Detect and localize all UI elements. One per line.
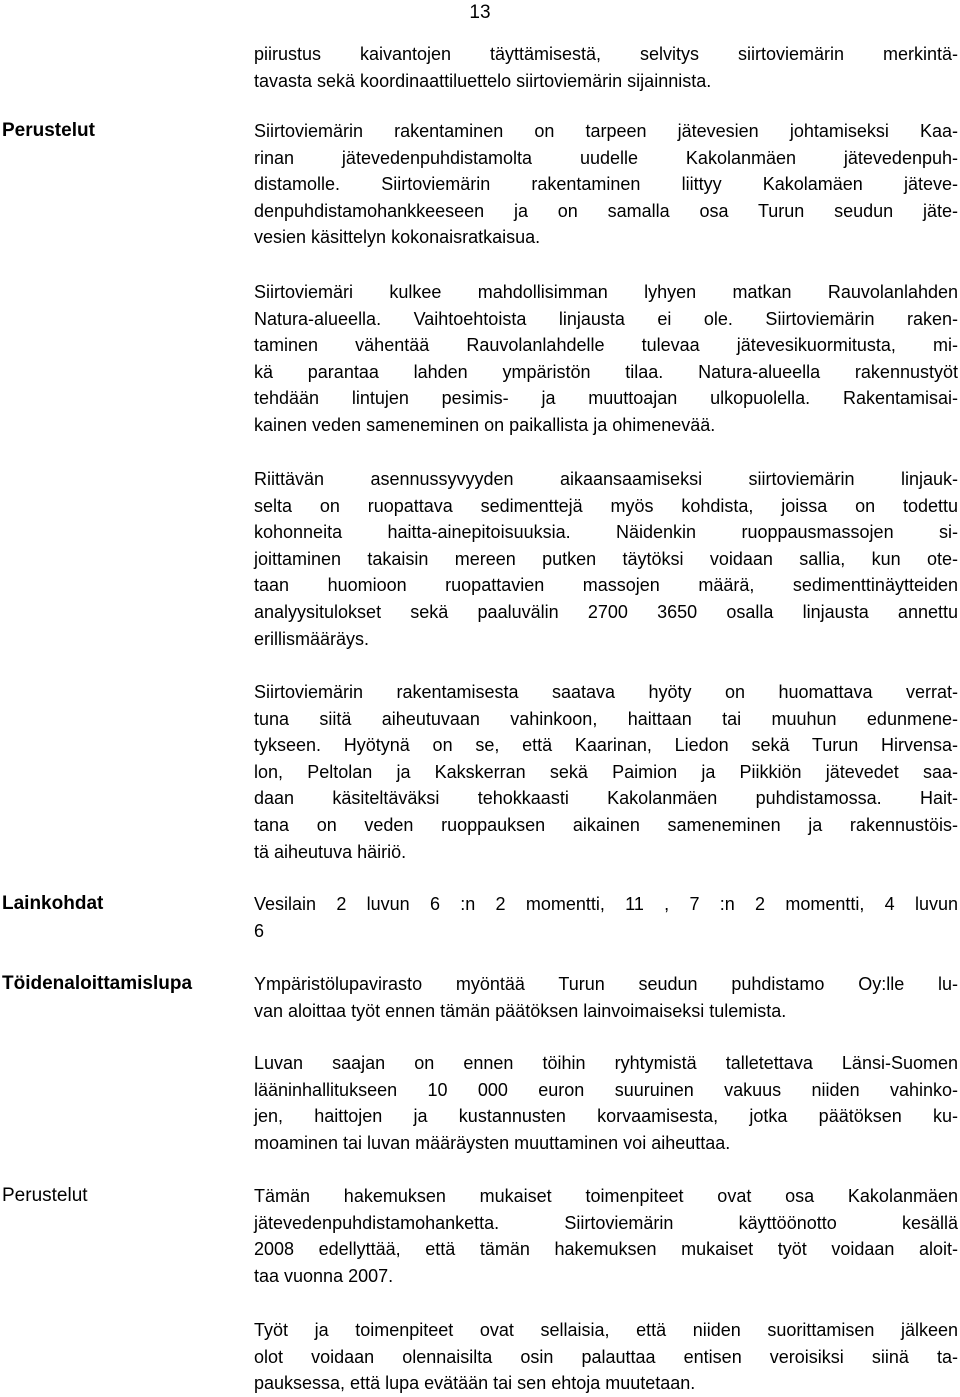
- text-line: Riittävän asennussyvyyden aikaansaamiseksi siirtoviemärin linjauk-: [254, 469, 958, 489]
- text-line: Ympäristölupavirasto myöntää Turun seudun puhdistamo Oy:lle lu-: [254, 974, 958, 994]
- text-line: olot voidaan olennaisilta osin palauttaa entisen veroisiksi siinä ta-: [254, 1346, 958, 1367]
- text-line: taminen vähentää Rauvolanlahdelle tulevaa jätevesikuormitusta, mi-: [254, 335, 958, 356]
- text-line: tana on veden ruoppauksen aikainen sameneminen ja rakennustöis-: [254, 814, 958, 835]
- text-line: piirustus kaivantojen täyttämisestä, selvitys siirtoviemärin merkintä-: [254, 44, 958, 64]
- text-line: jätevedenpuhdistamohanketta. Siirtoviemärin käyttöönotto kesällä: [254, 1212, 958, 1233]
- text-line: tuna siitä aiheutuvaan vahinkoon, haittaan tai muuhun edunmene-: [254, 708, 958, 729]
- text-line: Siirtoviemäri kulkee mahdollisimman lyhyen matkan Rauvolanlahden: [254, 282, 958, 302]
- text-line: Siirtoviemärin rakentaminen on tarpeen jätevesien johtamiseksi Kaa-: [254, 121, 958, 141]
- text-line: jen, haittojen ja kustannusten korvaamisesta, jotka päätöksen ku-: [254, 1106, 958, 1127]
- section-label-perustelut: Perustelut: [2, 120, 95, 141]
- section-label-perustelut-2: Perustelut: [2, 1185, 88, 1206]
- text-line: joittaminen takaisin mereen putken täytöksi voidaan sallia, kun ote-: [254, 548, 958, 569]
- text-line: tykseen. Hyötynä on se, että Kaarinan, Liedon sekä Turun Hirvensa-: [254, 735, 958, 756]
- text-line: vesien käsittelyn kokonaisratkaisua.: [254, 227, 541, 248]
- text-line: erillismääräys.: [254, 628, 370, 649]
- text-line: lääninhallitukseen 10 000 euron suuruinen vakuus niiden vahinko-: [254, 1079, 958, 1100]
- text-line: moaminen tai luvan määräysten muuttaminen voi aiheuttaa.: [254, 1132, 731, 1153]
- text-line: 2008 edellyttää, että tämän hakemuksen mukaiset työt voidaan aloit-: [254, 1239, 958, 1260]
- text-line: denpuhdistamohankkeeseen ja on samalla osa Turun seudun jäte-: [254, 200, 958, 221]
- text-line: Tämän hakemuksen mukaiset toimenpiteet ovat osa Kakolanmäen: [254, 1186, 958, 1206]
- text-line: taa vuonna 2007.: [254, 1265, 394, 1286]
- paragraph-palautus: [254, 1317, 958, 1397]
- paragraph-ruoppaus: [254, 466, 958, 652]
- text-line: distamolle. Siirtoviemärin rakentaminen liittyy Kakolamäen jäteve-: [254, 174, 958, 195]
- text-line: Luvan saajan on ennen töihin ryhtymistä talletettava Länsi-Suomen: [254, 1053, 958, 1073]
- text-line: kä parantaa lahden ympäristön tilaa. Natura-alueella rakennustyöt: [254, 361, 958, 382]
- paragraph-perustelut-1: [254, 118, 958, 251]
- text-line: daan käsiteltäväksi tehokkaasti Kakolanmäen puhdistamossa. Hait-: [254, 788, 958, 809]
- text-line: Natura-alueella. Vaihtoehtoista linjausta ei ole. Siirtoviemärin raken-: [254, 308, 958, 329]
- text-line: taan huomioon ruopattavien massojen määrä, sedimenttinäytteiden: [254, 575, 958, 596]
- page-number: 13: [469, 2, 491, 23]
- section-label-lainkohdat: Lainkohdat: [2, 893, 104, 914]
- text-line: Vesilain 2 luvun 6 :n 2 momentti, 11 , 7 :n 2 momentti, 4 luvun: [254, 894, 958, 914]
- text-line: 6: [254, 920, 265, 941]
- paragraph-lainkohdat: [254, 891, 958, 944]
- text-line: selta on ruopattava sedimenttejä myös kohdista, joissa on todettu: [254, 495, 958, 516]
- text-line: kohonneita haitta-ainepitoisuuksia. Näidenkin ruoppausmassojen si-: [254, 522, 958, 543]
- text-line: analyysitulokset sekä paaluvälin 2700 3650 osalla linjausta annettu: [254, 601, 958, 622]
- text-line: Siirtoviemärin rakentamisesta saatava hyöty on huomattava verrat-: [254, 682, 958, 702]
- paragraph-hyoty: [254, 679, 958, 865]
- text-line: van aloittaa työt ennen tämän päätöksen lainvoimaiseksi tulemista.: [254, 1000, 787, 1021]
- text-line: lon, Peltolan ja Kakskerran sekä Paimion ja Piikkiön jätevedet saa-: [254, 761, 958, 782]
- text-line: tavasta sekä koordinaattiluettelo siirtoviemärin sijainnista.: [254, 70, 712, 91]
- paragraph-intro: [254, 41, 958, 94]
- text-line: kainen veden sameneminen on paikallista ja ohimenevää.: [254, 414, 716, 435]
- paragraph-perustelut-2: [254, 1183, 958, 1289]
- text-line: Työt ja toimenpiteet ovat sellaisia, että niiden suorittamisen jälkeen: [254, 1320, 958, 1340]
- section-label-toidenaloittamislupa: Töidenaloittamislupa: [2, 973, 193, 994]
- text-line: rinan jätevedenpuhdistamolta uudelle Kakolanmäen jätevedenpuh-: [254, 147, 958, 168]
- text-line: tä aiheutuva häiriö.: [254, 841, 407, 862]
- paragraph-toidenaloittamislupa: [254, 971, 958, 1024]
- text-line: pauksessa, että lupa evätään tai sen ehtoja muutetaan.: [254, 1373, 696, 1394]
- paragraph-vakuus: [254, 1050, 958, 1156]
- paragraph-natura: [254, 279, 958, 439]
- text-line: tehdään lintujen pesimis- ja muuttoajan ulkopuolella. Rakentamisai-: [254, 388, 958, 409]
